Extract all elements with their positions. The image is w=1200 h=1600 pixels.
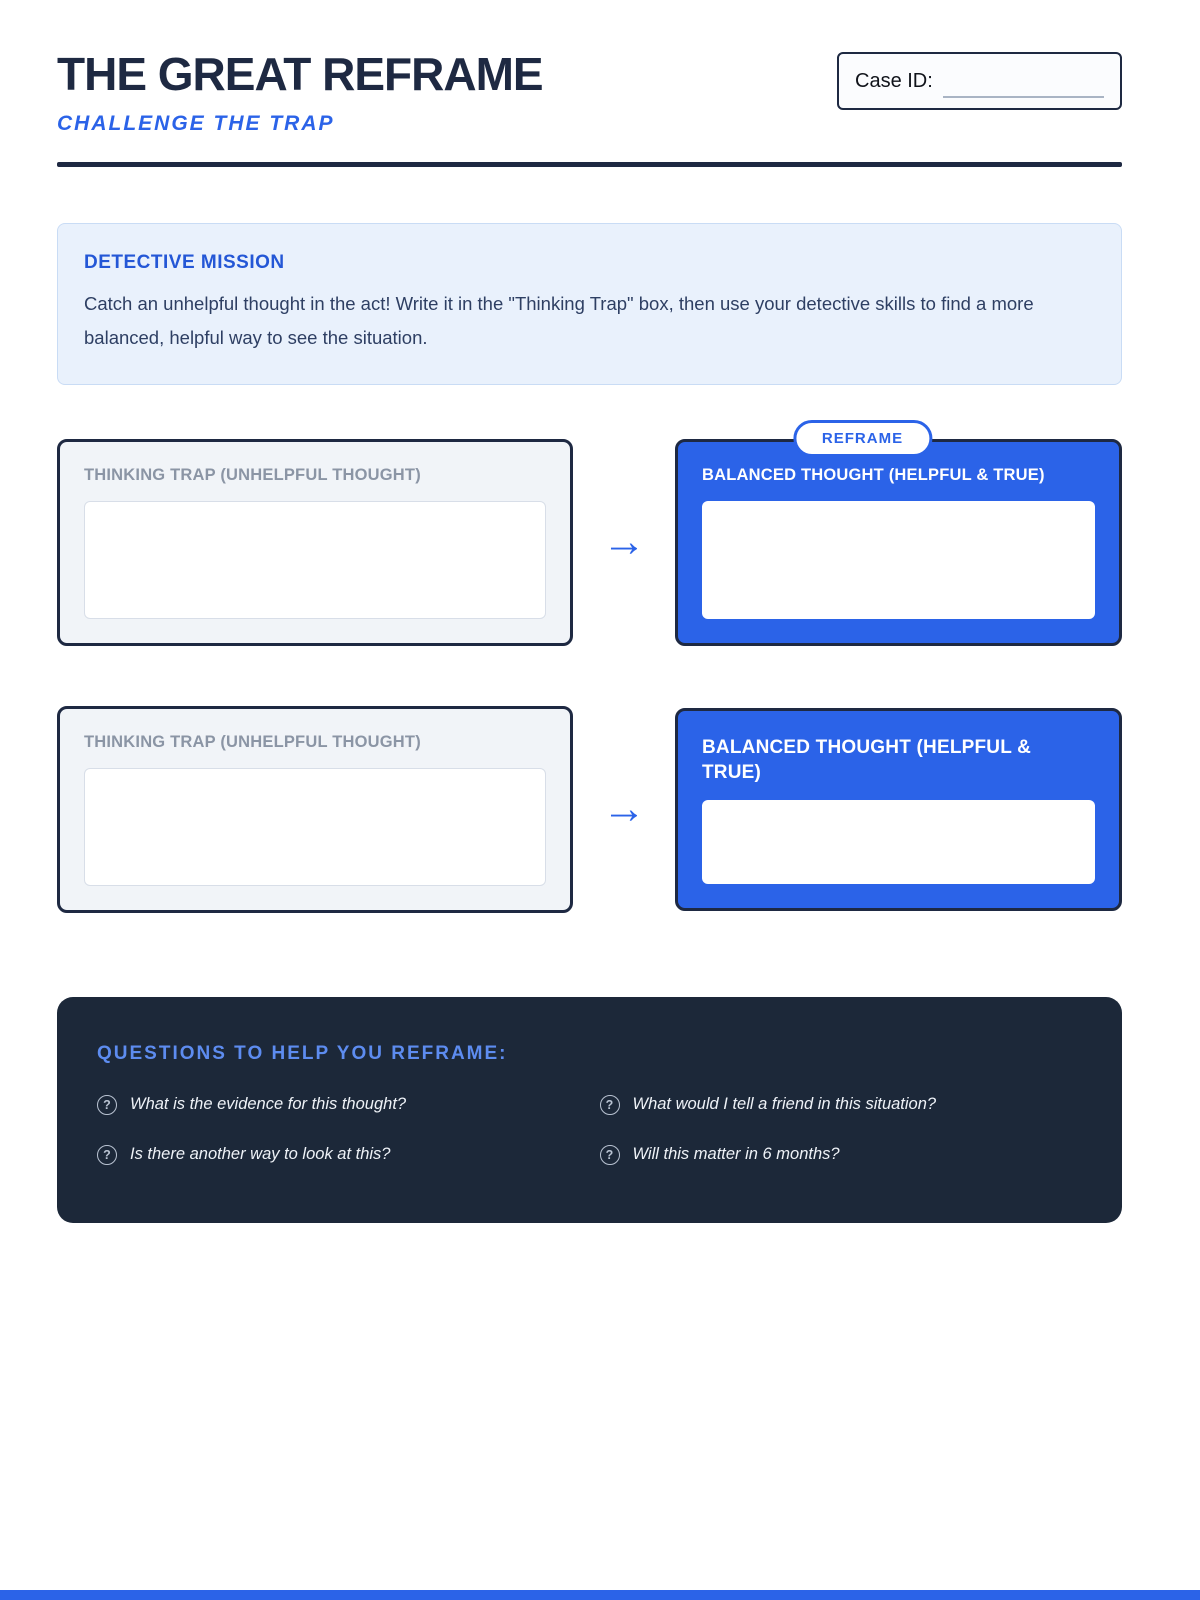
questions-grid: [97, 1095, 1082, 1165]
header-titles: [57, 50, 543, 136]
question-item: [97, 1095, 580, 1115]
question-item: [97, 1145, 580, 1165]
detective-mission-panel: [57, 223, 1122, 385]
question-text: What is the evidence for this thought?: [130, 1095, 407, 1114]
question-item: [600, 1145, 1083, 1165]
page-subtitle: CHALLENGE THE TRAP: [57, 112, 335, 136]
case-id-label: Case ID:: [855, 69, 933, 92]
mission-heading: DETECTIVE MISSION: [84, 252, 285, 274]
header: [57, 50, 1122, 136]
balanced-thought-label: BALANCED THOUGHT (HELPFUL & TRUE): [702, 465, 1045, 484]
questions-heading: QUESTIONS TO HELP YOU REFRAME:: [97, 1042, 508, 1064]
thinking-trap-input-2[interactable]: [84, 768, 546, 886]
balanced-thought-label: BALANCED THOUGHT (HELPFUL & TRUE): [702, 736, 1032, 784]
balanced-thought-input-2[interactable]: [702, 800, 1095, 884]
thinking-trap-label: THINKING TRAP (UNHELPFUL THOUGHT): [84, 732, 421, 751]
case-id-box: [837, 52, 1122, 110]
questions-panel: [57, 997, 1122, 1223]
question-circle-icon: ?: [600, 1095, 620, 1115]
question-circle-icon: ?: [97, 1095, 117, 1115]
balanced-thought-card-1: [675, 429, 1122, 646]
arrow-cell: [573, 784, 675, 834]
mission-body: Catch an unhelpful thought in the act! Write it in the "Thinking Trap" box, then use your detective skills to find a more balanced, helpful way to see the situation.: [84, 293, 1034, 348]
question-text: What would I tell a friend in this situation?: [632, 1095, 937, 1114]
question-text: Will this matter in 6 months?: [632, 1145, 840, 1164]
arrow-right-icon: →: [602, 517, 646, 567]
page-title: THE GREAT REFRAME: [57, 48, 543, 100]
question-item: [600, 1095, 1083, 1115]
thinking-trap-label: THINKING TRAP (UNHELPFUL THOUGHT): [84, 465, 421, 484]
thinking-trap-input-1[interactable]: [84, 501, 546, 619]
balanced-thought-input-1[interactable]: [702, 501, 1095, 619]
thinking-trap-card-2: [57, 706, 573, 913]
reframe-row-2: [57, 706, 1122, 913]
case-id-field[interactable]: [943, 64, 1104, 97]
footer-accent-bar: [0, 1590, 1200, 1600]
question-text: Is there another way to look at this?: [130, 1145, 391, 1164]
reframe-row-1: [57, 429, 1122, 646]
balanced-thought-card-2: [675, 708, 1122, 911]
arrow-cell: [573, 517, 675, 567]
arrow-right-icon: →: [602, 784, 646, 834]
question-circle-icon: ?: [97, 1145, 117, 1165]
thinking-trap-card-1: [57, 439, 573, 646]
reframe-badge: REFRAME: [793, 420, 932, 457]
header-divider: [57, 162, 1122, 167]
question-circle-icon: ?: [600, 1145, 620, 1165]
